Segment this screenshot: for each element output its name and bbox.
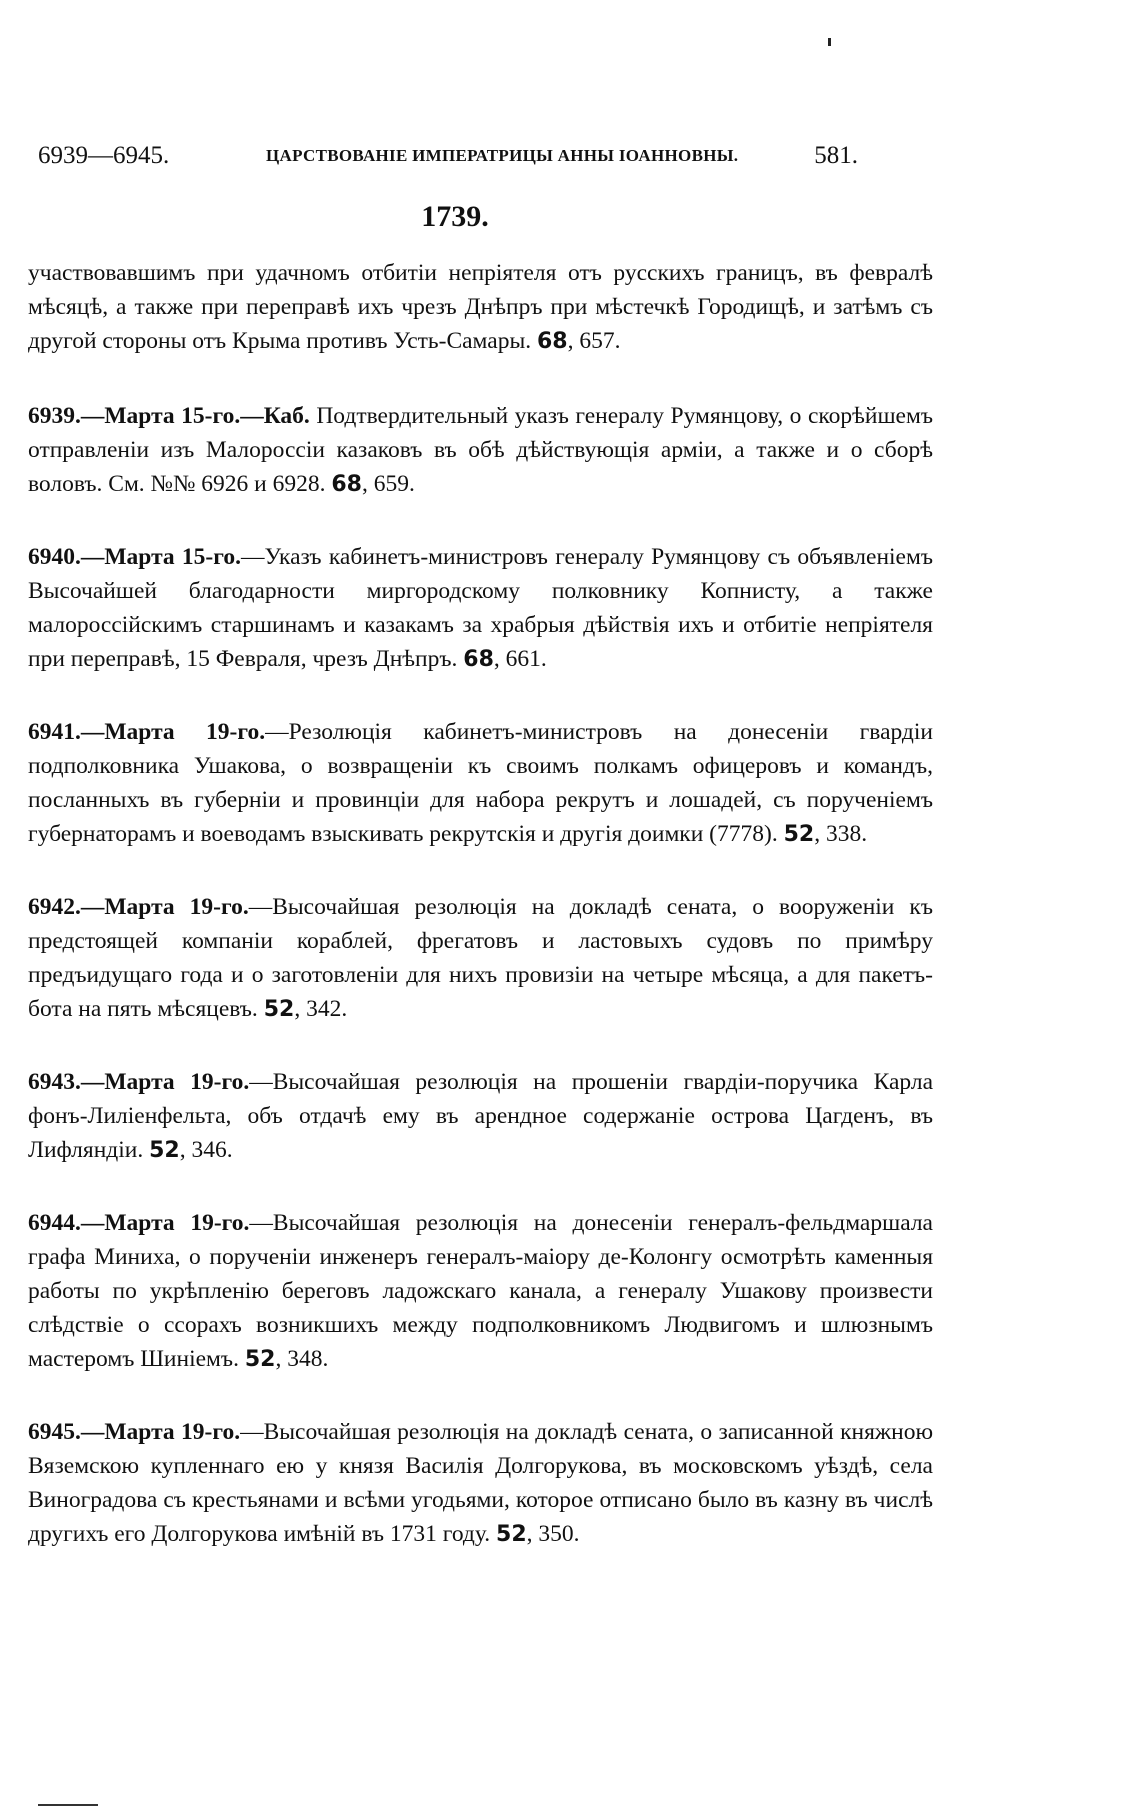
continuation-text: участвовавшимъ при удачномъ отбитіи непріятеля отъ русскихъ границъ, въ февралѣ мѣсяцѣ, а также при переправѣ ихъ чрезъ Днѣпръ при мѣстечкѣ Городищѣ, и затѣмъ съ другой стороны отъ Крыма противъ Усть-Самары.: [28, 260, 933, 354]
entry-text: —Высочайшая резолюція на докладѣ сената, о записанной княжною Вяземскою купленнаго ею у князя Василія Долгорукова, въ московскомъ уѣздѣ, села Виноградова съ крестьянами и всѣми угодьями, которое отписано было въ казну въ числѣ другихъ его Долгорукова имѣній въ 1731 году.: [28, 1419, 933, 1547]
entry-number: 6939.: [28, 403, 81, 429]
entry-range: 6939—6945.: [38, 142, 170, 169]
entry-number: 6945.: [28, 1419, 81, 1445]
entry-text: —Высочайшая резолюція на донесеніи генералъ-фельдмаршала графа Миниха, о порученіи инженеръ генералъ-маіору де-Колонгу осмотрѣть каменныя работы по укрѣпленію береговъ ладожскаго канала, а генералу Ушакову произвести слѣдствіе о ссорахъ возникшихъ между подполковникомъ Людвигомъ и шлюзнымъ мастеромъ Шиніемъ.: [28, 1210, 933, 1372]
entry-6942: [28, 890, 933, 1027]
entry-6943: [28, 1065, 933, 1168]
entry-date: —Марта 19-го.: [80, 1069, 250, 1095]
page-number: 581.: [814, 142, 858, 169]
entry-6939: [28, 399, 933, 502]
page-ref: , 659.: [361, 471, 415, 497]
entry-number: 6941.: [28, 719, 81, 745]
running-title: ЦАРСТВОВАНІЕ ИМПЕРАТРИЦЫ АННЫ ІОАННОВНЫ.: [266, 146, 739, 165]
page-ref: , 346.: [179, 1137, 233, 1163]
page-ref: , 338.: [814, 821, 868, 847]
volume-ref: 68: [537, 329, 568, 354]
entry-6940: [28, 540, 933, 677]
entry-text: —Резолюція кабинетъ-министровъ на донесеніи гвардіи подполковника Ушакова, о возвращеніи къ своимъ полкамъ офицеровъ и командъ, посланныхъ въ губерніи и провинціи для набора рекрутъ и лошадей, съ порученіемъ губернаторамъ и воеводамъ взыскивать рекрутскія и другія доимки (7778).: [28, 719, 933, 847]
volume-ref: 52: [263, 997, 295, 1022]
entry-date: —Марта 19-го.: [80, 719, 266, 745]
page-ref: , 661.: [493, 646, 547, 672]
entry-6945: [28, 1415, 933, 1552]
entries-body: [28, 256, 933, 1590]
entry-date: —Марта 19-го.: [80, 1210, 250, 1236]
running-header: [38, 142, 858, 182]
entry-number: 6942.: [28, 894, 81, 920]
entry-6941: [28, 715, 933, 852]
volume-ref: 68: [463, 647, 494, 672]
volume-ref: 52: [244, 1347, 276, 1372]
volume-ref: 52: [149, 1138, 180, 1163]
page-ref: , 342.: [294, 996, 348, 1022]
entry-number: 6940.: [28, 544, 81, 570]
entry-date: —Марта 15-го.—Каб.: [80, 403, 310, 429]
year-heading: 1739.: [421, 200, 489, 233]
volume-ref: 52: [496, 1522, 527, 1547]
entry-number: 6944.: [28, 1210, 81, 1236]
entry-text: —Указъ кабинетъ-министровъ генералу Румянцову съ объявленіемъ Высочайшей благодарности миргородскому полковнику Копнисту, а также малороссійскимъ старшинамъ и казакамъ за храбрыя дѣйствія ихъ и отбитіе непріятеля при переправѣ, 15 Февраля, чрезъ Днѣпръ.: [28, 544, 933, 672]
continuation-paragraph: [28, 256, 933, 359]
scan-mark: [38, 1804, 98, 1806]
volume-ref: 68: [331, 472, 362, 497]
entry-text: Подтвердительный указъ генералу Румянцову, о скорѣйшемъ отправленіи изъ Малороссіи казаковъ въ обѣ дѣйствующія арміи, а также и о сборѣ воловъ. См. №№ 6926 и 6928.: [28, 403, 933, 497]
entry-date: —Марта 19-го.: [80, 894, 249, 920]
page-ref: , 348.: [275, 1346, 329, 1372]
entry-text: —Высочайшая резолюція на прошеніи гвардіи-поручика Карла фонъ-Лиліенфельта, объ отдачѣ ему въ арендное содержаніе острова Цагденъ, въ Лифляндіи.: [28, 1069, 933, 1163]
page-ref: , 657.: [567, 328, 621, 354]
entry-date: —Марта 15-го.: [80, 544, 241, 570]
entry-date: —Марта 19-го.: [80, 1419, 241, 1445]
scan-speck: [828, 38, 831, 46]
volume-ref: 52: [783, 822, 815, 847]
page-ref: , 350.: [526, 1521, 580, 1547]
entry-number: 6943.: [28, 1069, 81, 1095]
entry-6944: [28, 1206, 933, 1377]
entry-text: —Высочайшая резолюція на докладѣ сената, о вооруженіи къ предстоящей компаніи кораблей, фрегатовъ и ластовыхъ судовъ по примѣру предъидущаго года и о заготовленіи для нихъ провизіи на четыре мѣсяца, а для пакетъ-бота на пять мѣсяцевъ.: [28, 894, 933, 1022]
